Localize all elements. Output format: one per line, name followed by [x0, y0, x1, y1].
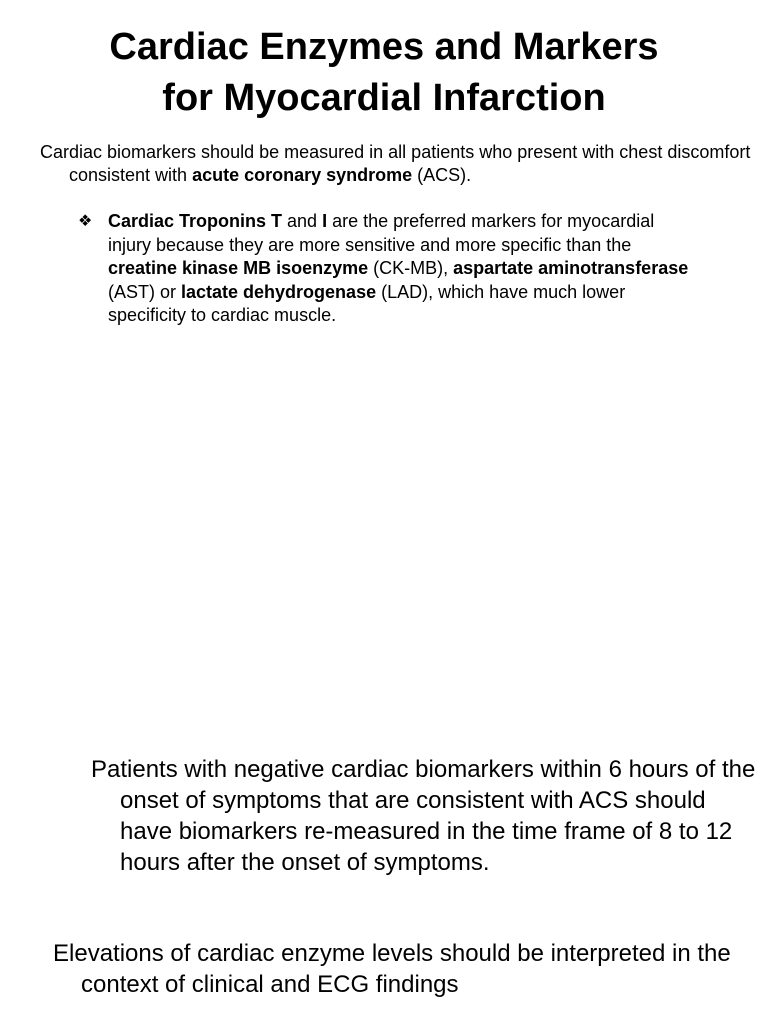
bullet-text-5: (LAD), which have much lower specificity to cardiac muscle. — [108, 281, 626, 325]
bullet-bold-ldh: lactate dehydrogenase — [181, 281, 377, 302]
bullet-text-2: are the preferred markers for myocardial injury because they are more sensitive and more specific than the — [108, 211, 655, 255]
bullet-text-4: (AST) or — [108, 281, 182, 302]
intro-text-2: (ACS). — [412, 165, 472, 185]
retest-paragraph: Patients with negative cardiac biomarkers within 6 hours of the onset of symptoms that are consistent with ACS should have biomarkers re-measured in the time frame of 8 to 12 hours after the onset of symptoms. — [91, 756, 756, 876]
bullet-text-1: and — [282, 211, 323, 231]
bullet-bold-i: I — [322, 211, 328, 231]
context-paragraph: Elevations of cardiac enzyme levels should be interpreted in the context of clinical and ECG findings — [53, 940, 731, 998]
intro-text-1: Cardiac biomarkers should be measured in all patients who present with chest discomfort consistent with — [40, 142, 751, 185]
intro-paragraph — [40, 141, 768, 187]
page-title-line-1: Cardiac Enzymes and Markers — [109, 26, 659, 68]
bullet-bold-ast: aspartate aminotransferase — [453, 258, 689, 278]
page-title — [0, 22, 768, 124]
bullet-text-3: (CK-MB), — [368, 258, 454, 278]
page-title-line-2: for Myocardial Infarction — [162, 77, 606, 119]
bullet-bold-troponin-t: Cardiac Troponins T — [108, 211, 283, 231]
troponin-bullet-item — [78, 210, 698, 328]
intro-bold-acs: acute coronary syndrome — [192, 165, 413, 185]
bullet-bold-ckmb: creatine kinase MB isoenzyme — [108, 258, 369, 278]
diamond-bullet-icon: ❖ — [78, 213, 93, 230]
troponin-bullet-text — [108, 210, 698, 328]
